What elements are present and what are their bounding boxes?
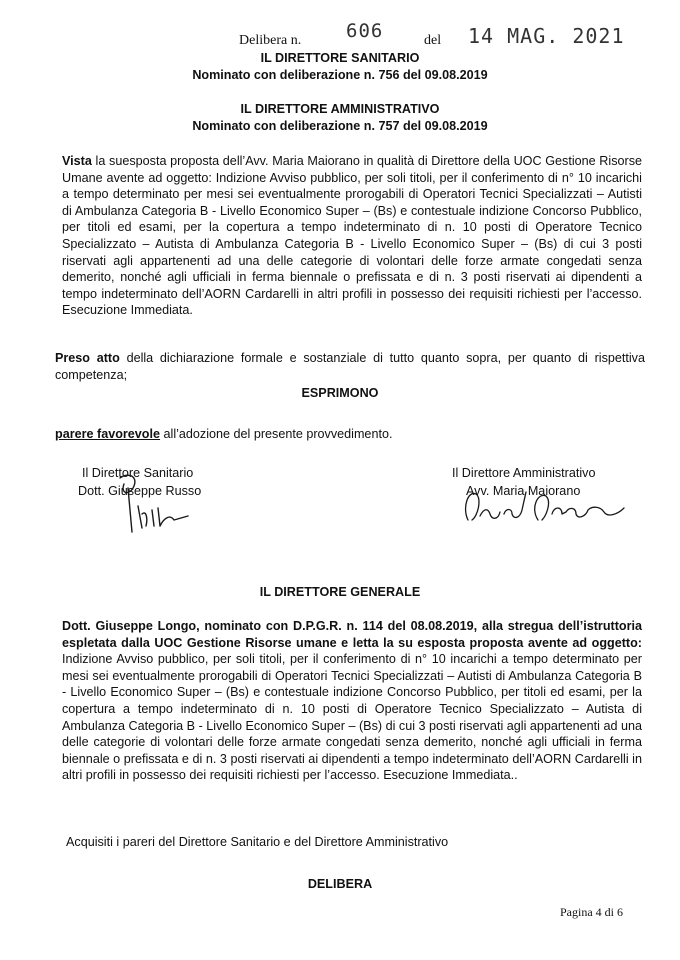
direttore-sanitario-title: IL DIRETTORE SANITARIO [260, 51, 420, 65]
delibera-label: Delibera n. [239, 33, 302, 48]
right-signature-name: Avv. Maria Maiorano [466, 484, 581, 498]
direttore-generale-title: IL DIRETTORE GENERALE [259, 585, 421, 599]
esprimono-heading: ESPRIMONO [301, 386, 379, 400]
right-signature-role: Il Direttore Amministrativo [452, 466, 596, 480]
page-number: Pagina 4 di 6 [560, 905, 623, 919]
direttore-generale-paragraph [62, 618, 642, 784]
left-signature-role: Il Direttore Sanitario [82, 466, 194, 480]
parere-lead: parere favorevole [55, 427, 161, 441]
preso-atto-lead: Preso atto [55, 351, 120, 365]
delibera-heading: DELIBERA [307, 877, 373, 891]
direttore-sanitario-nomina: Nominato con deliberazione n. 756 del 09.08.2019 [192, 68, 488, 82]
del-label: del [424, 33, 442, 48]
right-handwritten-signature [458, 480, 638, 530]
delibera-number-stamp: 606 [346, 20, 384, 42]
preso-atto-paragraph [55, 350, 645, 383]
vista-lead: Vista [62, 154, 92, 168]
left-signature-name: Dott. Giuseppe Russo [78, 484, 202, 498]
dg-lead: Dott. Giuseppe Longo, nominato con D.P.G.R. n. 114 del 08.08.2019, alla stregua dell’istruttoria espletata dalla UOC Gestione Risorse umane e letta la su esposta proposta avente ad oggetto: [62, 619, 642, 650]
direttore-amministrativo-title: IL DIRETTORE AMMINISTRATIVO [240, 102, 440, 116]
vista-paragraph [62, 153, 642, 319]
left-handwritten-signature [108, 470, 198, 540]
parere-paragraph [55, 426, 645, 443]
acquisiti-line: Acquisiti i pareri del Direttore Sanitario e del Direttore Amministrativo [66, 835, 449, 849]
parere-text: all’adozione del presente provvedimento. [160, 427, 393, 441]
dg-text: Indizione Avviso pubblico, per soli titoli, per il conferimento di n° 10 incarichi a tempo determinato per mesi sei eventualmente prorogabili di Operatori Tecnici Specializzati – Autisti di Ambulanza Categoria B - Livello Economico Super – (Bs) e contestuale indizione Concorso Pubblico, per titoli ed esami, per la copertura a tempo indeterminato di n. 10 posti di Operatore Tecnico Specializzato – Autista di Ambulanza Categoria B - Livello Economico Super – (Bs) di cui 3 posti riservati agli appartenenti ad una delle categorie di volontari delle forze armate congedati senza demerito, nonché agli ufficiali in ferma biennale o prefissata e di n. 3 posti riservati ai dipendenti a tempo indeterminato dell’AORN Cardarelli in altri profili in possesso dei requisiti richiesti per l’accesso. Esecuzione Immediata.. [62, 652, 642, 783]
date-stamp: 14 MAG. 2021 [468, 24, 625, 48]
vista-text: la suesposta proposta dell’Avv. Maria Maiorano in qualità di Direttore della UOC Gestione Risorse Umane avente ad oggetto: Indizione Avviso pubblico, per soli titoli, per il conferimento di n° 10 incarichi a tempo determinato per mesi sei eventualmente prorogabili di Operatori Tecnici Specializzati – Autisti di Ambulanza Categoria B - Livello Economico Super – (Bs) e contestuale indizione Concorso Pubblico, per titoli ed esami, per la copertura a tempo indeterminato di n. 10 posti di Operatore Tecnico Specializzato – Autista di Ambulanza Categoria B - Livello Economico Super – (Bs) di cui 3 posti riservati agli appartenenti ad una delle categorie di volontari delle forze armate congedati senza demerito, nonché agli ufficiali in ferma biennale o prefissata e di n. 3 posti riservati ai dipendenti a tempo indeterminato dell’AORN Cardarelli in altri profili in possesso dei requisiti richiesti per l’accesso. Esecuzione Immediata. [62, 154, 642, 318]
preso-atto-text: della dichiarazione formale e sostanziale di tutto quanto sopra, per quanto di rispettiva competenza; [55, 351, 645, 382]
direttore-amministrativo-nomina: Nominato con deliberazione n. 757 del 09.08.2019 [192, 119, 488, 133]
